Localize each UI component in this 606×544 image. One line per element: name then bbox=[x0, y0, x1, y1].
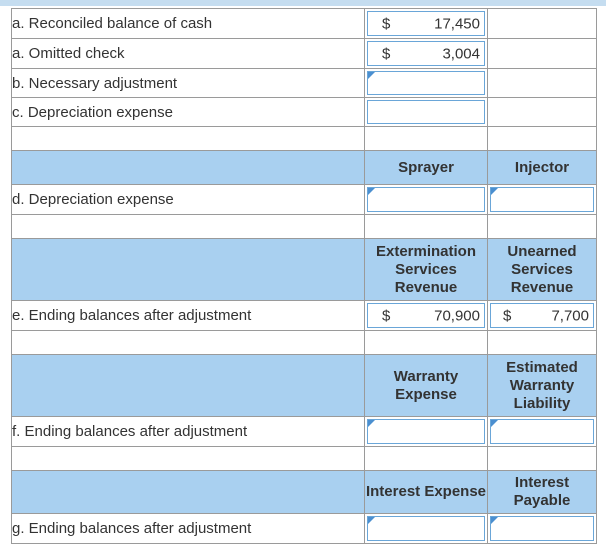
row-label: a. Omitted check bbox=[12, 39, 365, 69]
header-interest-payable: Interest Payable bbox=[488, 471, 597, 514]
interest-expense-input[interactable] bbox=[367, 516, 485, 541]
header-unearned-services-revenue: Unearned Services Revenue bbox=[488, 239, 597, 301]
row-b-necessary-adjustment bbox=[12, 69, 597, 98]
header-sprayer: Sprayer bbox=[365, 151, 488, 185]
warranty-liability-input[interactable] bbox=[490, 419, 594, 444]
dropdown-flag-icon bbox=[368, 72, 375, 79]
header-estimated-warranty-liability: Estimated Warranty Liability bbox=[488, 355, 597, 417]
header-injector: Injector bbox=[488, 151, 597, 185]
header-interest-expense: Interest Expense bbox=[365, 471, 488, 514]
input-value: 7,700 bbox=[551, 307, 589, 324]
row-f-ending-balances bbox=[12, 417, 597, 447]
answer-cell bbox=[365, 69, 488, 98]
row-label: a. Reconciled balance of cash bbox=[12, 9, 365, 39]
extermination-revenue-input[interactable] bbox=[367, 303, 485, 328]
dropdown-flag-icon bbox=[368, 420, 375, 427]
dropdown-flag-icon bbox=[491, 517, 498, 524]
dropdown-flag-icon bbox=[368, 517, 375, 524]
answer-cell bbox=[365, 9, 488, 39]
header-row-f bbox=[12, 355, 597, 417]
omitted-check-input[interactable] bbox=[367, 41, 485, 66]
sprayer-depreciation-input[interactable] bbox=[367, 187, 485, 212]
empty-cell bbox=[488, 39, 597, 69]
row-a-reconciled-cash bbox=[12, 9, 597, 39]
input-value: 3,004 bbox=[442, 45, 480, 62]
header-blank bbox=[12, 471, 365, 514]
unearned-revenue-input[interactable] bbox=[490, 303, 594, 328]
row-label: c. Depreciation expense bbox=[12, 98, 365, 127]
currency-symbol: $ bbox=[382, 45, 391, 62]
header-blank bbox=[12, 355, 365, 417]
header-blank bbox=[12, 151, 365, 185]
dropdown-flag-icon bbox=[368, 188, 375, 195]
spacer-row bbox=[12, 215, 597, 239]
currency-symbol: $ bbox=[382, 307, 391, 324]
dropdown-flag-icon bbox=[491, 420, 498, 427]
header-extermination-services-revenue: Extermination Services Revenue bbox=[365, 239, 488, 301]
row-e-ending-balances bbox=[12, 301, 597, 331]
row-label: f. Ending balances after adjustment bbox=[12, 417, 365, 447]
top-accent-bar bbox=[0, 0, 606, 6]
row-label: d. Depreciation expense bbox=[12, 185, 365, 215]
input-value: 17,450 bbox=[434, 15, 480, 32]
worksheet-table bbox=[11, 8, 597, 544]
dropdown-flag-icon bbox=[491, 188, 498, 195]
empty-cell bbox=[488, 69, 597, 98]
input-value: 70,900 bbox=[434, 307, 480, 324]
spacer-row bbox=[12, 447, 597, 471]
row-a-omitted-check bbox=[12, 39, 597, 69]
header-row-g bbox=[12, 471, 597, 514]
row-label: g. Ending balances after adjustment bbox=[12, 514, 365, 544]
spacer-row bbox=[12, 331, 597, 355]
reconciled-cash-input[interactable] bbox=[367, 11, 485, 36]
header-row-d bbox=[12, 151, 597, 185]
header-warranty-expense: Warranty Expense bbox=[365, 355, 488, 417]
currency-symbol: $ bbox=[382, 15, 391, 32]
injector-depreciation-input[interactable] bbox=[490, 187, 594, 212]
row-c-depreciation-expense bbox=[12, 98, 597, 127]
header-blank bbox=[12, 239, 365, 301]
empty-cell bbox=[488, 9, 597, 39]
row-label: b. Necessary adjustment bbox=[12, 69, 365, 98]
row-label: e. Ending balances after adjustment bbox=[12, 301, 365, 331]
row-g-ending-balances bbox=[12, 514, 597, 544]
currency-symbol: $ bbox=[503, 307, 512, 324]
depreciation-expense-c-input[interactable] bbox=[367, 100, 485, 124]
answer-cell bbox=[365, 98, 488, 127]
answer-cell bbox=[365, 39, 488, 69]
header-row-e bbox=[12, 239, 597, 301]
interest-payable-input[interactable] bbox=[490, 516, 594, 541]
row-d-depreciation-expense bbox=[12, 185, 597, 215]
necessary-adjustment-input[interactable] bbox=[367, 71, 485, 95]
empty-cell bbox=[488, 98, 597, 127]
spacer-row bbox=[12, 127, 597, 151]
warranty-expense-input[interactable] bbox=[367, 419, 485, 444]
